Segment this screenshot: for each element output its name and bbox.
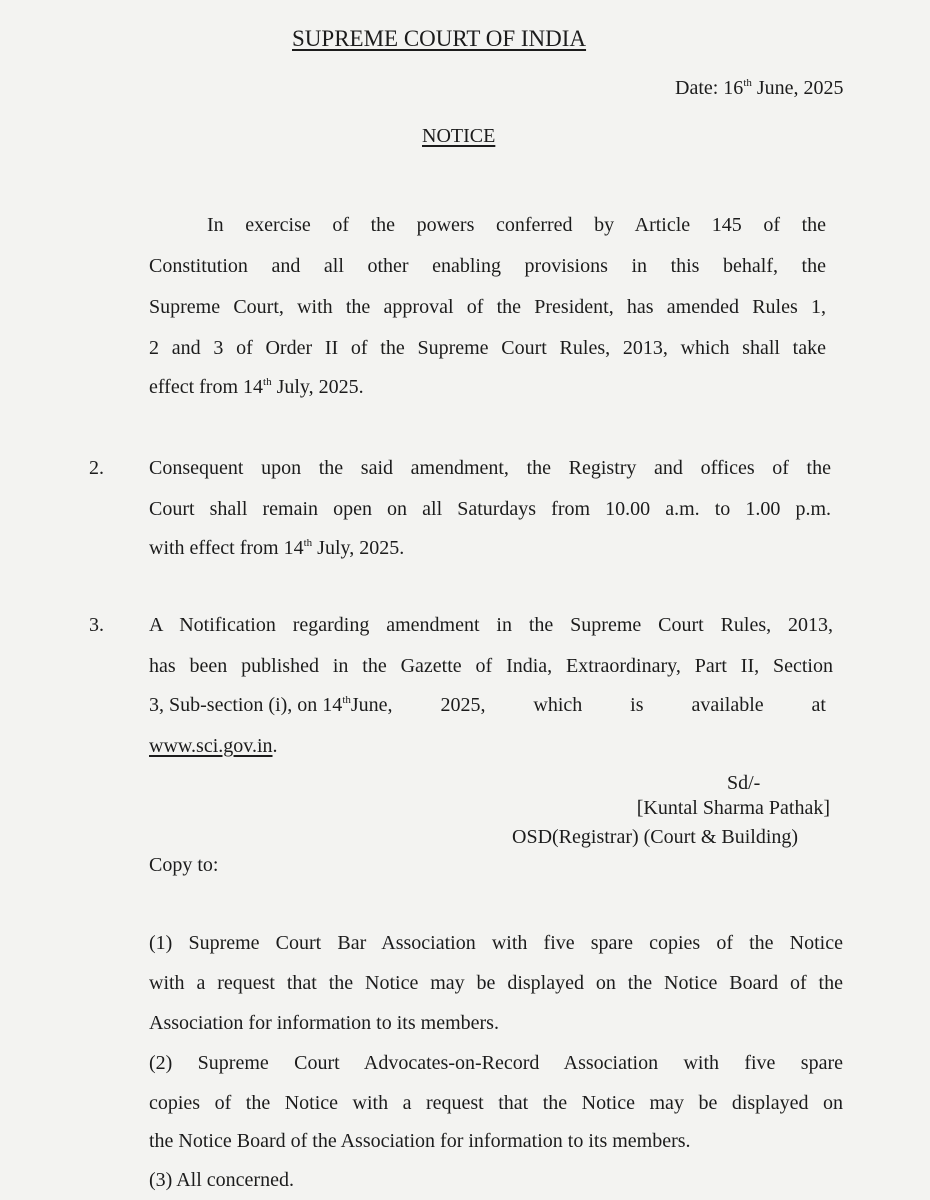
para2-ordinal: th xyxy=(303,537,313,549)
para2-line3-b: July, 2025. xyxy=(312,537,405,559)
notice-title: NOTICE xyxy=(422,125,496,147)
para2-line1: Consequent upon the said amendment, the Registry and offices of the xyxy=(149,457,831,479)
para2-line3-a: with effect from 14 xyxy=(149,537,304,559)
para3-ordinal: th xyxy=(342,694,351,706)
para1-ordinal: th xyxy=(263,376,272,388)
para3-line2: has been published in the Gazette of India, Extraordinary, Part II, Section xyxy=(149,655,833,677)
link-period: . xyxy=(272,735,278,757)
para2-number: 2. xyxy=(89,457,104,479)
para1-line3: Supreme Court, with the approval of the President, has amended Rules 1, xyxy=(149,296,826,318)
copy-item1-line3: Association for information to its members. xyxy=(149,1012,499,1034)
para3-number: 3. xyxy=(89,614,104,636)
para3-link-line xyxy=(149,734,278,758)
para1-line1: In exercise of the powers conferred by Article 145 of the xyxy=(207,214,826,236)
para3-line1: A Notification regarding amendment in the Supreme Court Rules, 2013, xyxy=(149,614,833,636)
court-heading: SUPREME COURT OF INDIA xyxy=(292,26,587,51)
signatory-designation: OSD(Registrar) (Court & Building) xyxy=(512,826,799,848)
date-prefix: Date: 16 xyxy=(675,77,744,99)
para1-line5-a: effect from 14 xyxy=(149,376,264,398)
para3-line3 xyxy=(149,693,826,717)
notice-date xyxy=(675,76,844,100)
signatory-name: [Kuntal Sharma Pathak] xyxy=(636,797,830,819)
copy-item1-line1: (1) Supreme Court Bar Association with five spare copies of the Notice xyxy=(149,932,843,954)
website-link[interactable]: www.sci.gov.in xyxy=(149,735,273,757)
date-suffix: June, 2025 xyxy=(751,77,844,99)
para2-line2: Court shall remain open on all Saturdays from 10.00 a.m. to 1.00 p.m. xyxy=(149,498,831,520)
copy-item2-line3: the Notice Board of the Association for information to its members. xyxy=(149,1130,691,1152)
para1-line5-b: July, 2025. xyxy=(271,376,364,398)
para2-line3 xyxy=(149,536,404,560)
para1-line4: 2 and 3 of Order II of the Supreme Court Rules, 2013, which shall take xyxy=(149,337,826,359)
para3-line3-a: 3, Sub-section (i), on 14 xyxy=(149,694,343,716)
para3-line3-b: June, 2025, which is available at xyxy=(350,694,826,716)
para1-line2: Constitution and all other enabling provisions in this behalf, the xyxy=(149,255,826,277)
copy-item3: (3) All concerned. xyxy=(149,1169,294,1191)
para1-line5 xyxy=(149,375,364,399)
copy-item1-line2: with a request that the Notice may be displayed on the Notice Board of the xyxy=(149,972,843,994)
para3-line3-left xyxy=(149,693,351,717)
date-ordinal: th xyxy=(743,77,752,89)
signature-sd: Sd/- xyxy=(727,772,761,794)
copy-item2-line2: copies of the Notice with a request that the Notice may be displayed on xyxy=(149,1092,843,1114)
copy-to-label: Copy to: xyxy=(149,854,219,876)
copy-item2-line1: (2) Supreme Court Advocates-on-Record Association with five spare xyxy=(149,1052,843,1074)
